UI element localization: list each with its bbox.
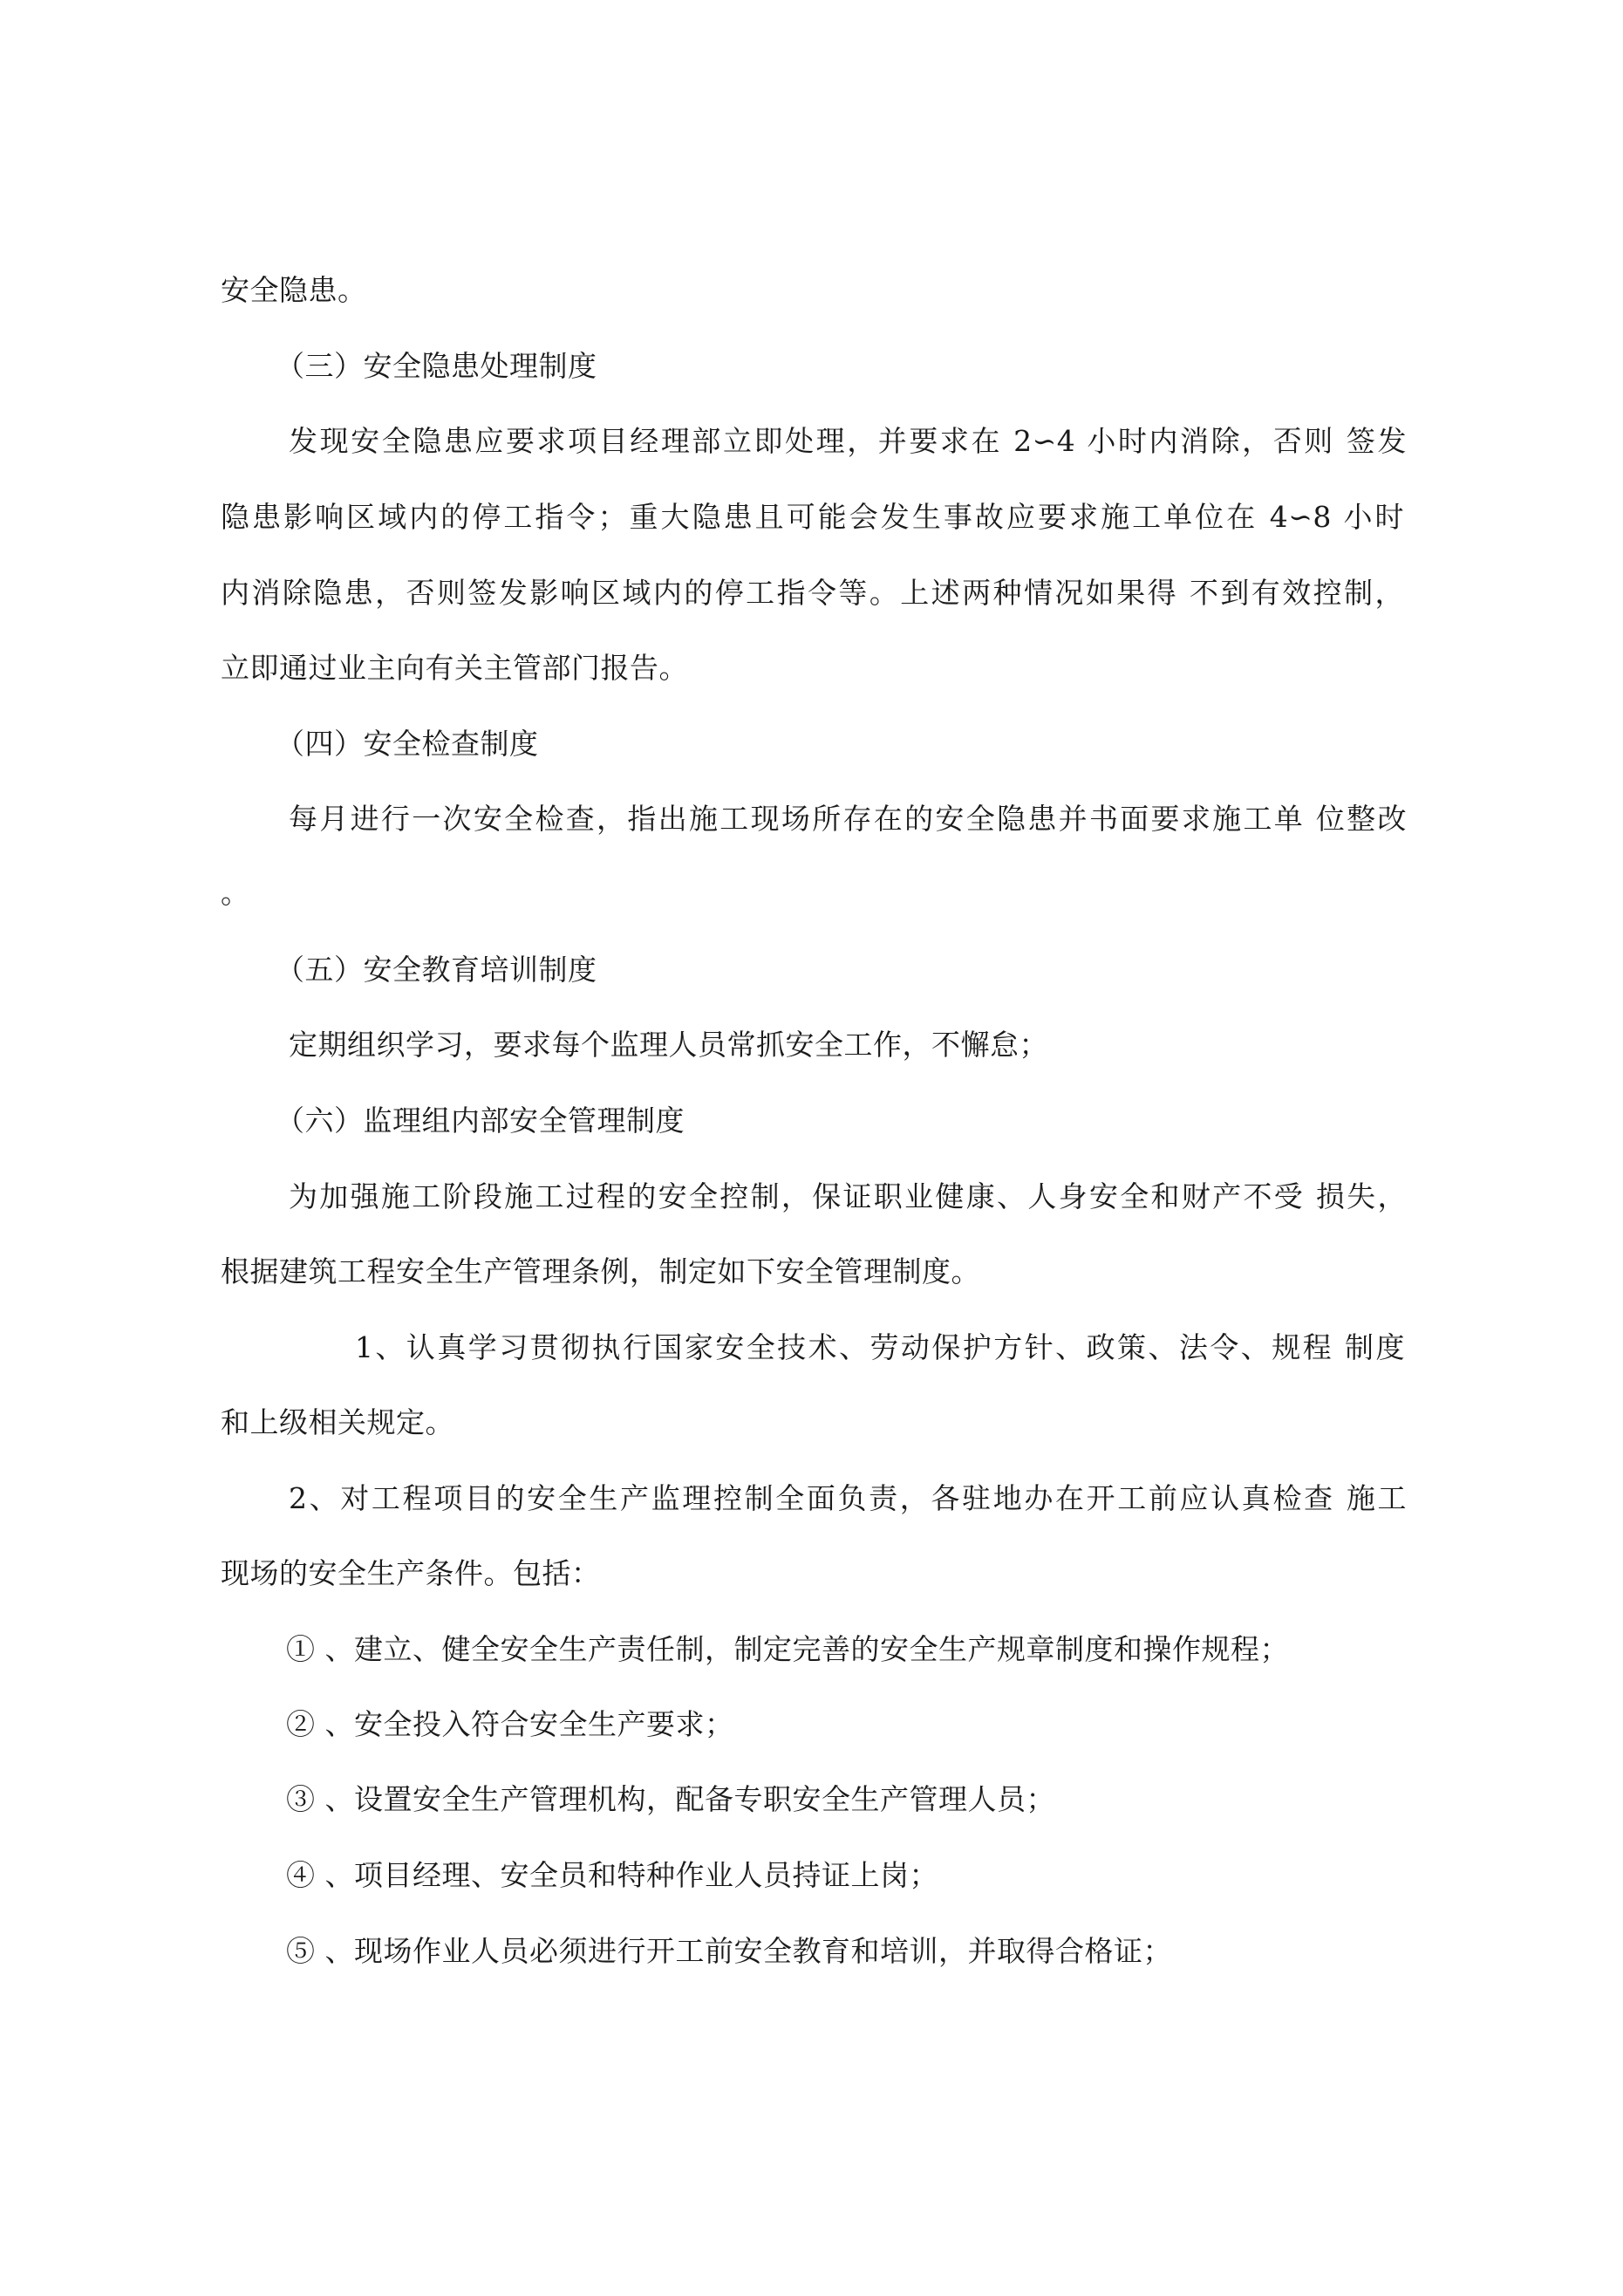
section-heading: （四）安全检查制度 xyxy=(276,727,539,761)
paragraph-line: 。 xyxy=(221,876,250,910)
numbered-item: 2、对工程项目的安全生产监理控制全面负责，各驻地办在开工前应认真检查 施工 xyxy=(289,1481,1407,1515)
paragraph-line: 发现安全隐患应要求项目经理部立即处理，并要求在 2∽4 小时内消除，否则 签发 xyxy=(289,424,1407,458)
paragraph-line: 立即通过业主向有关主管部门报告。 xyxy=(221,651,688,685)
list-item: ② 、安全投入符合安全生产要求； xyxy=(286,1707,734,1741)
list-item: ③ 、设置安全生产管理机构，配备专职安全生产管理人员； xyxy=(286,1782,1055,1816)
list-item: ④ 、项目经理、安全员和特种作业人员持证上岗； xyxy=(286,1858,938,1892)
paragraph-line: 根据建筑工程安全生产管理条例，制定如下安全管理制度。 xyxy=(221,1254,980,1288)
section-heading: （五）安全教育培训制度 xyxy=(276,953,597,987)
list-item: ① 、建立、健全安全生产责任制，制定完善的安全生产规章制度和操作规程； xyxy=(286,1632,1289,1666)
paragraph-line: 内消除隐患，否则签发影响区域内的停工指令等。上述两种情况如果得 不到有效控制， xyxy=(221,576,1404,610)
paragraph-line: 和上级相关规定。 xyxy=(221,1405,454,1439)
section-heading: （六）监理组内部安全管理制度 xyxy=(276,1104,685,1138)
list-item: ⑤ 、现场作业人员必须进行开工前安全教育和培训，并取得合格证； xyxy=(286,1934,1172,1968)
paragraph-line: 每月进行一次安全检查，指出施工现场所存在的安全隐患并书面要求施工单 位整改 xyxy=(289,802,1407,836)
paragraph-line: 定期组织学习，要求每个监理人员常抓安全工作，不懈怠； xyxy=(289,1028,1048,1062)
paragraph-line: 安全隐患。 xyxy=(221,273,367,307)
section-heading: （三）安全隐患处理制度 xyxy=(276,349,597,383)
paragraph-line: 隐患影响区域内的停工指令；重大隐患且可能会发生事故应要求施工单位在 4∽8 小时 xyxy=(221,500,1404,534)
paragraph-line: 现场的安全生产条件。包括： xyxy=(221,1556,601,1590)
numbered-item: 1、认真学习贯彻执行国家安全技术、劳动保护方针、政策、法令、规程 制度 xyxy=(355,1330,1405,1364)
paragraph-line: 为加强施工阶段施工过程的安全控制，保证职业健康、人身安全和财产不受 损失， xyxy=(289,1179,1407,1213)
